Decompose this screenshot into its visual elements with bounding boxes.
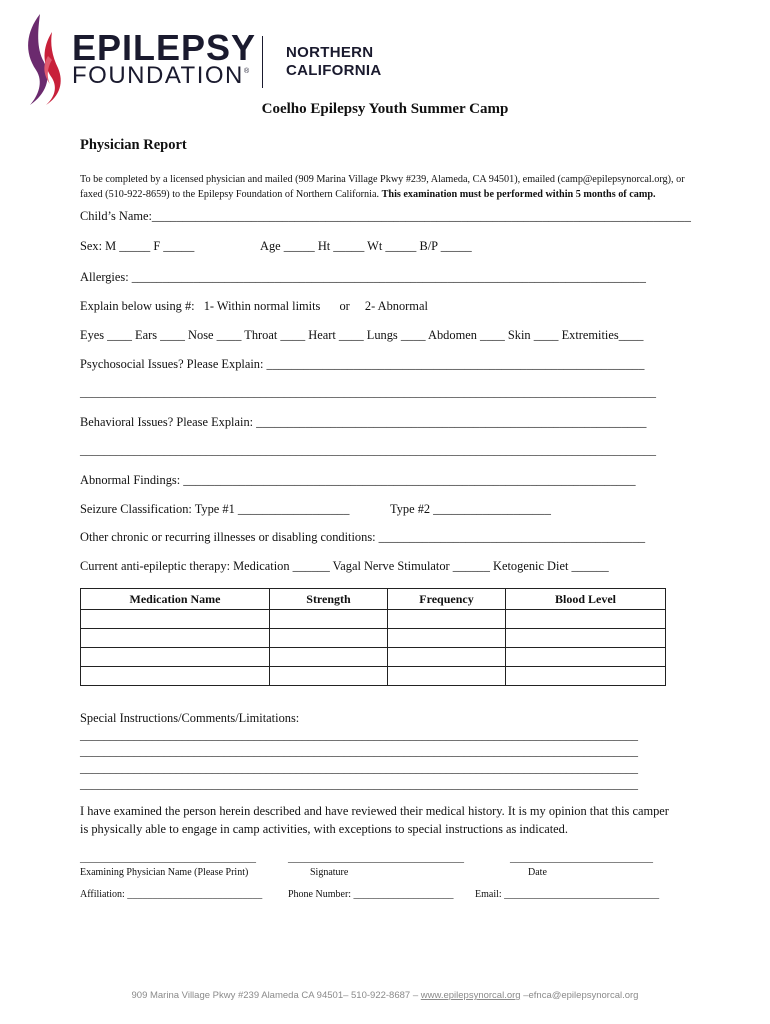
explain-legend: [80, 299, 428, 314]
form-heading: Physician Report: [80, 137, 187, 153]
col-medication-name: Medication Name: [81, 589, 270, 610]
logo-region-line1: NORTHERN: [286, 44, 374, 61]
systems-field[interactable]: Eyes ____ Ears ____ Nose ____ Throat ____ Heart ____ Lungs ____ Abdomen ____ Skin ____ Extremities____: [80, 328, 644, 342]
col-frequency: Frequency: [388, 589, 506, 610]
normal-legend: 1- Within normal limits: [203, 299, 321, 313]
form-title: Coelho Epilepsy Youth Summer Camp: [261, 101, 509, 117]
special-instructions-label: Special Instructions/Comments/Limitations:: [80, 711, 300, 725]
logo-foundation-text: FOUNDATION: [72, 62, 244, 89]
date-line[interactable]: __________________________: [510, 852, 653, 864]
child-name-field[interactable]: Child’s Name:_______________________________________________________________________________________: [80, 209, 691, 223]
email-field[interactable]: Email: _______________________________: [475, 889, 660, 900]
intro-paragraph: [80, 172, 692, 202]
signature-line[interactable]: ________________________________: [288, 852, 464, 864]
table-cell[interactable]: [388, 629, 506, 648]
table-cell[interactable]: [506, 667, 666, 686]
table-row: [81, 610, 666, 629]
behavioral-blank-line[interactable]: ________________________________________________________________________________________________: [80, 443, 656, 457]
intro-text: To be completed by a licensed physician and mailed (909 Marina Village Pkwy #239, Alameda, CA 94501), emailed (camp@epilepsynorcal.org), or faxed (510-922-8659) to the Epilepsy Foundation of Northern California.: [80, 174, 685, 200]
seizure-type2-field[interactable]: Type #2 ___________________: [390, 502, 551, 516]
logo-epilepsy-text: EPILEPSY: [72, 27, 257, 68]
physician-name-line[interactable]: ________________________________: [80, 852, 256, 864]
table-cell[interactable]: [270, 667, 388, 686]
footer-website-link[interactable]: www.epilepsynorcal.org: [420, 990, 521, 1001]
abnormal-legend: 2- Abnormal: [364, 299, 428, 313]
col-strength: Strength: [270, 589, 388, 610]
medication-table-header: [81, 589, 666, 610]
special-blank-line-1[interactable]: _____________________________________________________________________________________________: [80, 728, 638, 742]
table-cell[interactable]: [270, 610, 388, 629]
therapy-field[interactable]: Current anti-epileptic therapy: Medication ______ Vagal Nerve Stimulator ______ Ketogenic Diet ______: [80, 559, 609, 573]
vitals-field[interactable]: Age _____ Ht _____ Wt _____ B/P _____: [260, 239, 472, 253]
signature-label: Signature: [310, 867, 349, 878]
statement-line-1: I have examined the person herein described and have reviewed their medical history. It is my opinion that this camper: [80, 804, 669, 818]
table-cell[interactable]: [388, 667, 506, 686]
footer-address: 909 Marina Village Pkwy #239 Alameda CA 94501– 510-922-8687 –: [131, 990, 419, 1001]
intro-bold: This examination must be performed within 5 months of camp.: [381, 189, 656, 200]
psychosocial-field[interactable]: Psychosocial Issues? Please Explain: _____________________________________________________________: [80, 357, 645, 371]
explain-prefix: Explain below using #:: [80, 299, 195, 313]
table-row: [81, 648, 666, 667]
physician-name-label: Examining Physician Name (Please Print): [80, 867, 249, 878]
table-cell[interactable]: [81, 610, 270, 629]
logo-trademark: ®: [244, 68, 250, 75]
medication-table: [80, 588, 666, 686]
table-cell[interactable]: [81, 648, 270, 667]
col-blood-level: Blood Level: [506, 589, 666, 610]
logo-region: [286, 44, 382, 80]
table-cell[interactable]: [270, 648, 388, 667]
table-row: [81, 629, 666, 648]
table-row: [81, 667, 666, 686]
table-cell[interactable]: [81, 667, 270, 686]
sex-field[interactable]: Sex: M _____ F _____: [80, 239, 195, 253]
seizure-type1-field[interactable]: Seizure Classification: Type #1 __________________: [80, 502, 350, 516]
table-cell[interactable]: [81, 629, 270, 648]
table-cell[interactable]: [270, 629, 388, 648]
table-cell[interactable]: [388, 648, 506, 667]
behavioral-field[interactable]: Behavioral Issues? Please Explain: _______________________________________________________________: [80, 415, 647, 429]
psychosocial-blank-line[interactable]: ________________________________________________________________________________________________: [80, 385, 656, 399]
chronic-conditions-field[interactable]: Other chronic or recurring illnesses or disabling conditions: ___________________________________________: [80, 530, 646, 544]
special-blank-line-2[interactable]: _____________________________________________________________________________________________: [80, 744, 638, 758]
date-label: Date: [528, 867, 547, 878]
flame-logo-icon: [22, 12, 66, 107]
special-blank-line-4[interactable]: _____________________________________________________________________________________________: [80, 777, 638, 791]
affiliation-field[interactable]: Affiliation: ___________________________: [80, 889, 263, 900]
phone-field[interactable]: Phone Number: ____________________: [288, 889, 454, 900]
footer-email: –efnca@epilepsynorcal.org: [523, 990, 639, 1001]
table-cell[interactable]: [388, 610, 506, 629]
statement-line-2: is physically able to engage in camp activities, with exceptions to special instructions as indicated.: [80, 822, 568, 836]
abnormal-findings-field[interactable]: Abnormal Findings: _________________________________________________________________________: [80, 473, 636, 487]
logo-divider: [262, 36, 263, 88]
table-cell[interactable]: [506, 648, 666, 667]
table-cell[interactable]: [506, 610, 666, 629]
logo-region-line2: CALIFORNIA: [286, 62, 382, 79]
special-blank-line-3[interactable]: _____________________________________________________________________________________________: [80, 761, 638, 775]
or-text: or: [339, 299, 350, 313]
table-cell[interactable]: [506, 629, 666, 648]
footer: [0, 990, 770, 1001]
allergies-field[interactable]: Allergies: ___________________________________________________________________________________: [80, 270, 646, 284]
